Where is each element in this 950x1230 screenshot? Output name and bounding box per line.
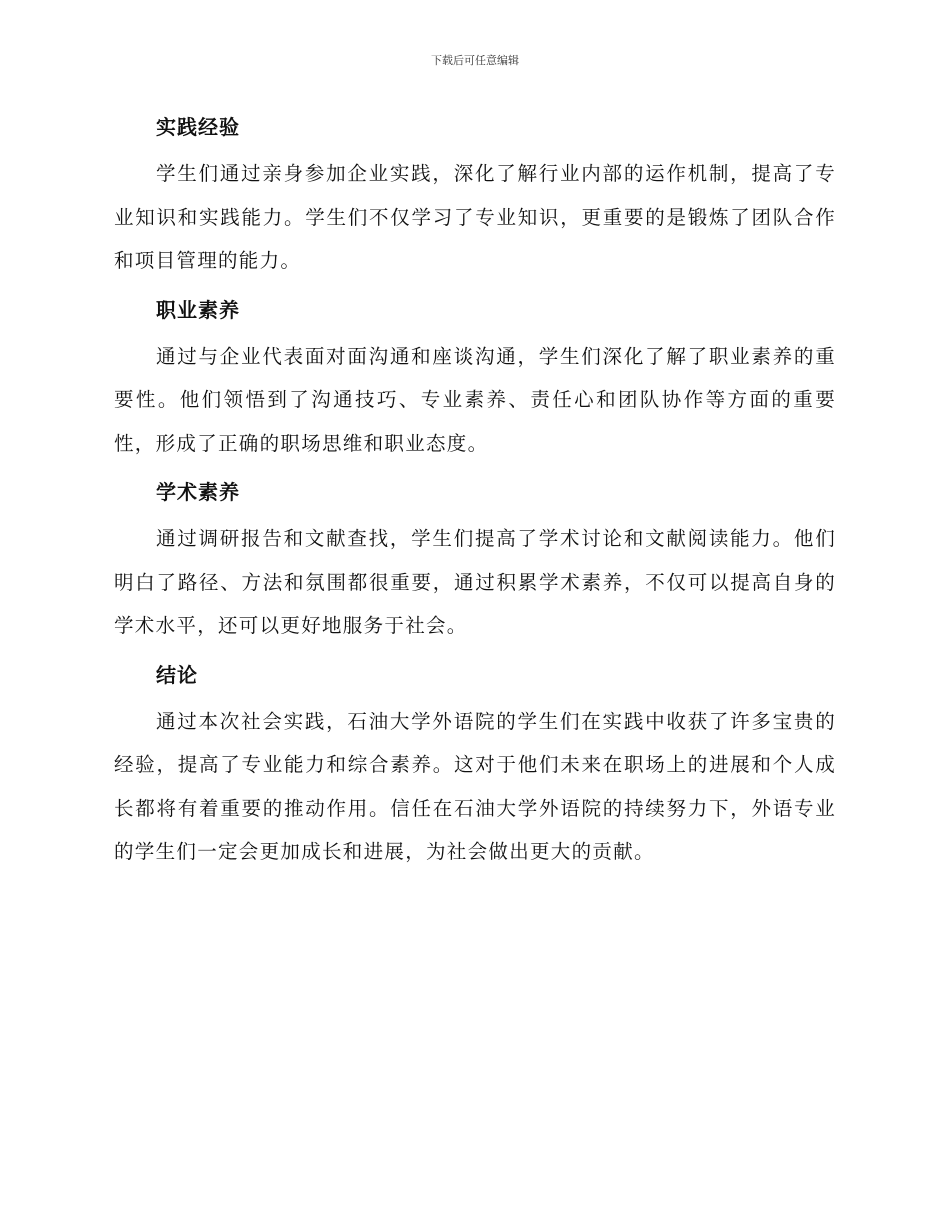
section-paragraph: 学生们通过亲身参加企业实践，深化了解行业内部的运作机制，提高了专业知识和实践能力。学生们不仅学习了专业知识，更重要的是锻炼了团队合作和项目管理的能力。 — [114, 162, 836, 272]
section-heading: 学术素养 — [156, 480, 240, 504]
section-paragraph: 通过调研报告和文献查找，学生们提高了学术讨论和文献阅读能力。他们明白了路径、方法和氛围都很重要，通过积累学术素养，不仅可以提高自身的学术水平，还可以更好地服务于社会。 — [114, 527, 836, 637]
section-practice-experience — [114, 110, 836, 283]
section-heading: 结论 — [156, 662, 198, 687]
section-academic-quality — [114, 475, 836, 648]
page-header: 下载后可任意编辑 — [431, 54, 519, 67]
section-heading: 职业素养 — [156, 297, 240, 322]
section-paragraph: 通过本次社会实践，石油大学外语院的学生们在实践中收获了许多宝贵的经验，提高了专业能力和综合素养。这对于他们未来在职场上的进展和个人成长都将有着重要的推动作用。信任在石油大学外语院的持续努力下，外语专业的学生们一定会更加成长和进展，为社会做出更大的贡献。 — [114, 709, 836, 863]
section-heading: 实践经验 — [156, 115, 240, 139]
section-paragraph: 通过与企业代表面对面沟通和座谈沟通，学生们深化了解了职业素养的重要性。他们领悟到了沟通技巧、专业素养、责任心和团队协作等方面的重要性，形成了正确的职场思维和职业态度。 — [114, 344, 836, 455]
section-conclusion — [114, 658, 836, 874]
document-body — [114, 110, 836, 884]
section-professional-quality — [114, 293, 836, 466]
